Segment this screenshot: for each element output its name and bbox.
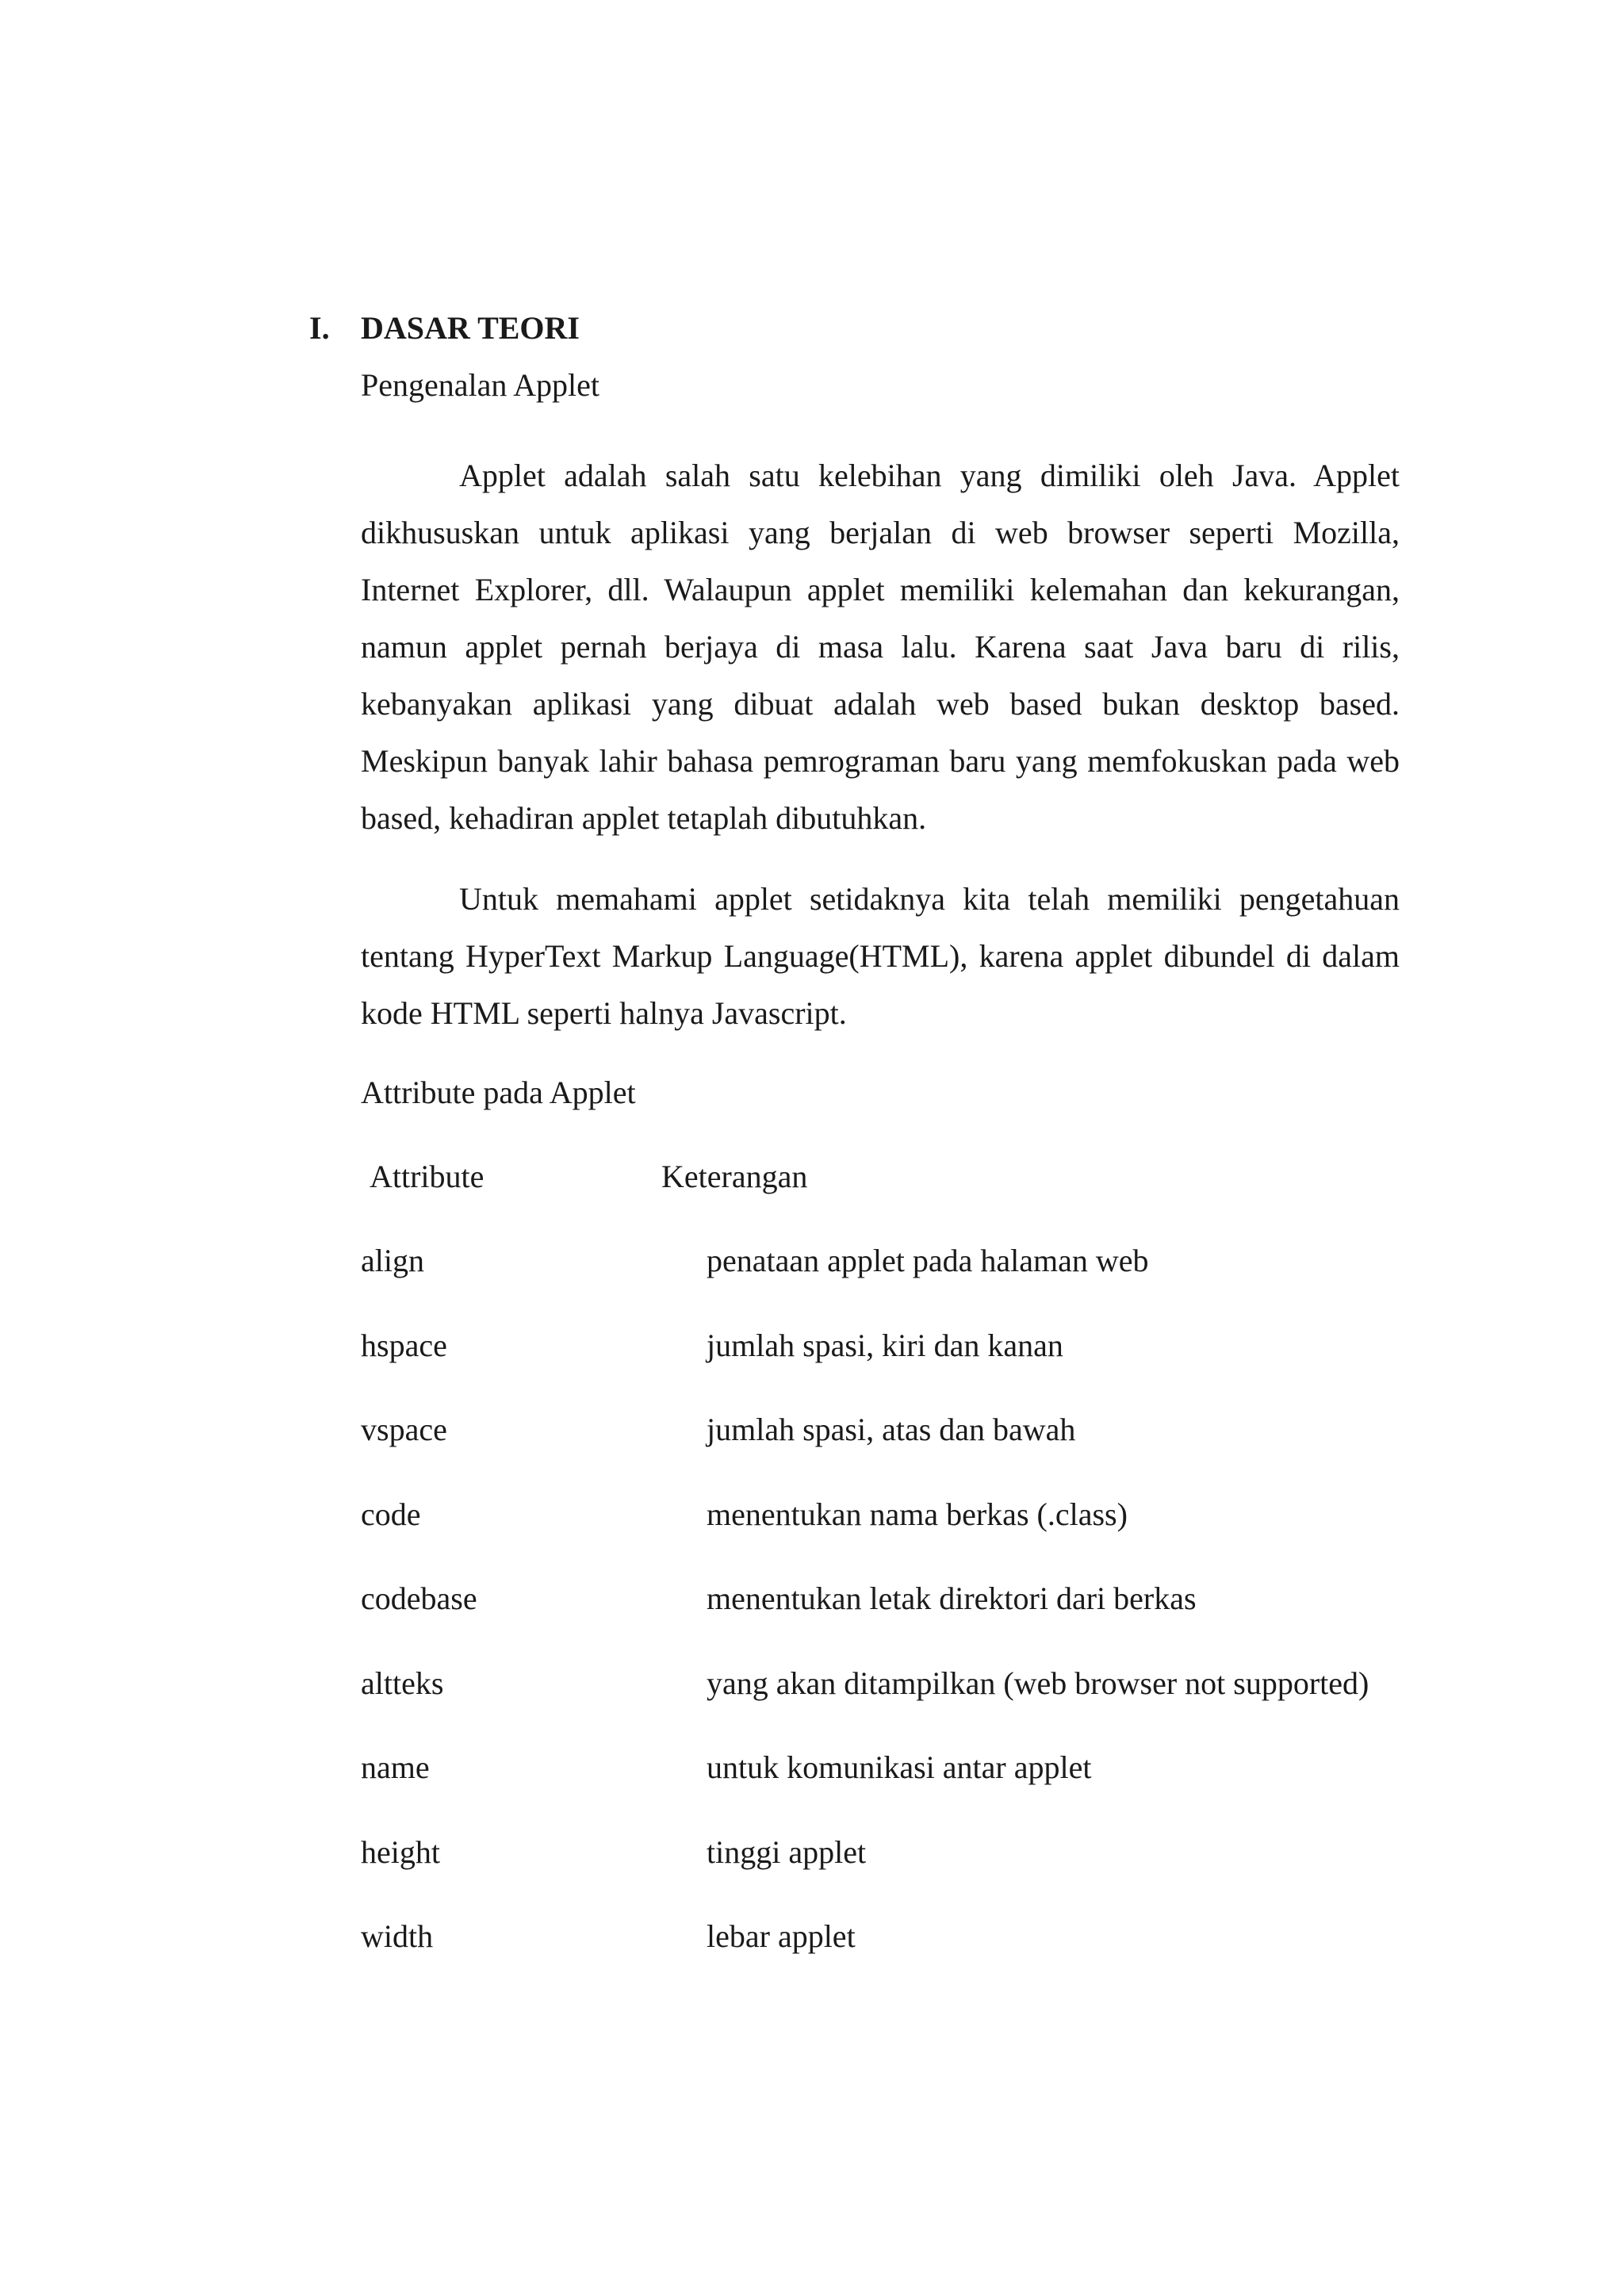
paragraph-html: Untuk memahami applet setidaknya kita telah memiliki pengetahuan tentang HyperText Markup Language(HTML), karena applet dibundel di dalam kode HTML seperti halnya Javascript. <box>361 881 1400 1031</box>
table-row <box>361 1749 1408 1833</box>
section-title: DASAR TEORI <box>361 310 580 346</box>
attribute-name: codebase <box>361 1580 477 1616</box>
attribute-description: jumlah spasi, kiri dan kanan <box>707 1327 1063 1363</box>
table-header <box>370 1158 1400 1196</box>
attribute-name: width <box>361 1918 434 1954</box>
table-row <box>361 1580 1408 1665</box>
attribute-name: height <box>361 1833 440 1870</box>
attribute-description: jumlah spasi, atas dan bawah <box>707 1412 1076 1447</box>
attribute-name: name <box>361 1749 430 1785</box>
table-row <box>361 1665 1408 1749</box>
attribute-description: tinggi applet <box>707 1833 867 1870</box>
attribute-name: hspace <box>361 1327 447 1363</box>
table-row <box>361 1327 1408 1412</box>
section-subtitle: Pengenalan Applet <box>361 367 600 403</box>
attribute-description: yang akan ditampilkan (web browser not supported) <box>707 1665 1369 1701</box>
attribute-table <box>361 1242 1408 2002</box>
attribute-name: align <box>361 1243 424 1278</box>
section-heading <box>309 309 580 347</box>
attribute-name: vspace <box>361 1412 447 1447</box>
attribute-name: code <box>361 1496 421 1532</box>
attribute-name: altteks <box>361 1665 444 1701</box>
table-header-description: Keterangan <box>661 1159 808 1194</box>
table-header-attribute: Attribute <box>370 1159 485 1194</box>
table-title: Attribute pada Applet <box>361 1075 636 1110</box>
table-row <box>361 1496 1408 1580</box>
table-row <box>361 1833 1408 1918</box>
paragraph-intro: Applet adalah salah satu kelebihan yang dimiliki oleh Java. Applet dikhususkan untuk aplikasi yang berjalan di web browser seperti Mozilla, Internet Explorer, dll. Walaupun applet memiliki kelemahan dan kekurangan, namun applet pernah berjaya di masa lalu. Karena saat Java baru di rilis, kebanyakan aplikasi yang dibuat adalah web based bukan desktop based. Meskipun banyak lahir bahasa pemrograman baru yang memfokuskan pada web based, kehadiran applet tetaplah dibutuhkan. <box>361 458 1400 836</box>
attribute-description: lebar applet <box>707 1918 856 1954</box>
attribute-description: untuk komunikasi antar applet <box>707 1749 1092 1785</box>
attribute-description: menentukan nama berkas (.class) <box>707 1496 1128 1532</box>
attribute-description: menentukan letak direktori dari berkas <box>707 1580 1197 1616</box>
attribute-description: penataan applet pada halaman web <box>707 1243 1149 1278</box>
table-row <box>361 1411 1408 1496</box>
section-number: I. <box>309 310 330 346</box>
table-row <box>361 1242 1408 1327</box>
table-row <box>361 1918 1408 2002</box>
